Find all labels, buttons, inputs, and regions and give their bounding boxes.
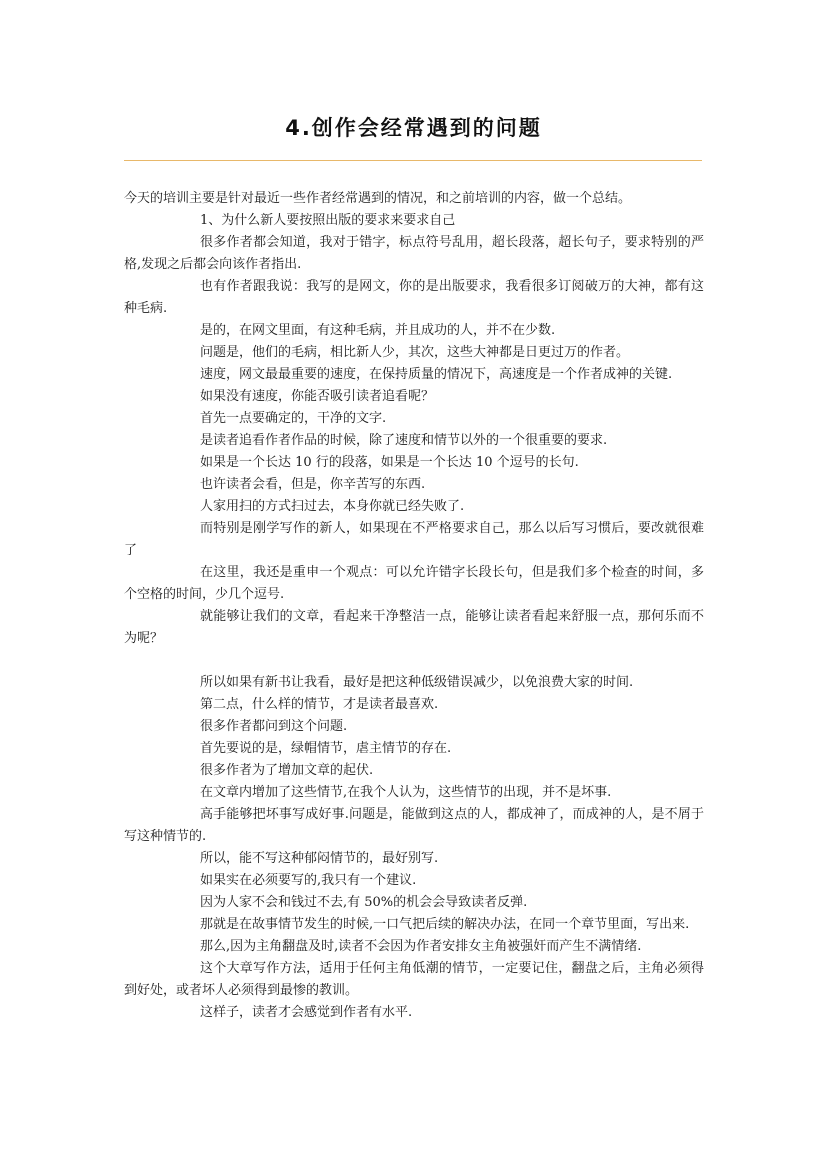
paragraph: 首先要说的是，绿帽情节，虐主情节的存在. bbox=[200, 741, 452, 756]
paragraph: 如果没有速度，你能否吸引读者追看呢？ bbox=[200, 389, 435, 404]
paragraph: 很多作者都会知道，我对于错字，标点符号乱用，超长段落，超长句子，要求特别的严格,发现之后都会向该作者指出. bbox=[124, 235, 704, 272]
paragraph: 也许读者会看，但是，你辛苦写的东西. bbox=[200, 477, 426, 492]
document-title: 4.创作会经常遇到的问题 bbox=[285, 116, 542, 140]
title-divider bbox=[124, 160, 702, 161]
paragraph: 首先一点要确定的，干净的文字. bbox=[200, 411, 387, 426]
paragraph: 那就是在故事情节发生的时候,一口气把后续的解决办法，在同一个章节里面，写出来. bbox=[200, 917, 690, 932]
paragraph: 很多作者为了增加文章的起伏. bbox=[200, 763, 374, 778]
paragraph: 今天的培训主要是针对最近一些作者经常遇到的情况，和之前培训的内容，做一个总结。 bbox=[124, 191, 632, 206]
paragraph: 所以如果有新书让我看，最好是把这种低级错误减少，以免浪费大家的时间. bbox=[200, 675, 634, 690]
paragraph: 是读者追看作者作品的时候，除了速度和情节以外的一个很重要的要求. bbox=[200, 433, 608, 448]
paragraph: 因为人家不会和钱过不去,有 50%的机会会导致读者反弹. bbox=[200, 895, 528, 910]
paragraph: 第二点，什么样的情节，才是读者最喜欢. bbox=[200, 697, 439, 712]
paragraph: 那么,因为主角翻盘及时,读者不会因为作者安排女主角被强奸而产生不满情绪. bbox=[200, 939, 642, 954]
paragraph: 如果是一个长达 10 行的段落，如果是一个长达 10 个逗号的长句. bbox=[200, 455, 579, 470]
paragraph: 如果实在必须要写的,我只有一个建议. bbox=[200, 873, 417, 888]
document-body bbox=[124, 188, 704, 1024]
paragraph: 也有作者跟我说：我写的是网文，你的是出版要求，我看很多订阅破万的大神，都有这种毛病. bbox=[124, 279, 704, 316]
paragraph: 1、为什么新人要按照出版的要求来要求自己 bbox=[200, 213, 456, 228]
paragraph: 人家用扫的方式扫过去，本身你就已经失败了. bbox=[200, 499, 465, 514]
paragraph: 这个大章写作方法，适用于任何主角低潮的情节，一定要记住，翻盘之后，主角必须得到好处，或者坏人必须得到最惨的教训。 bbox=[124, 961, 704, 998]
blank-line bbox=[124, 650, 704, 672]
paragraph: 这样子，读者才会感觉到作者有水平. bbox=[200, 1005, 413, 1020]
paragraph: 速度，网文最最重要的速度，在保持质量的情况下，高速度是一个作者成神的关键. bbox=[200, 367, 673, 382]
paragraph: 问题是，他们的毛病，相比新人少，其次，这些大神都是日更过万的作者。 bbox=[200, 345, 630, 360]
paragraph: 在文章内增加了这些情节,在我个人认为，这些情节的出现，并不是坏事. bbox=[200, 785, 612, 800]
paragraph: 就能够让我们的文章，看起来干净整洁一点，能够让读者看起来舒服一点，那何乐而不为呢？ bbox=[124, 609, 704, 646]
paragraph: 高手能够把坏事写成好事.问题是，能做到这点的人，都成神了，而成神的人，是不屑于写这种情节的. bbox=[124, 807, 704, 844]
paragraph: 所以，能不写这种郁闷情节的，最好别写. bbox=[200, 851, 439, 866]
paragraph: 在这里，我还是重申一个观点：可以允许错字长段长句，但是我们多个检查的时间，多个空格的时间，少几个逗号. bbox=[124, 565, 704, 602]
paragraph: 是的，在网文里面，有这种毛病，并且成功的人，并不在少数. bbox=[200, 323, 556, 338]
paragraph: 很多作者都问到这个问题. bbox=[200, 719, 348, 734]
paragraph: 而特别是刚学写作的新人，如果现在不严格要求自己，那么以后写习惯后，要改就很难了 bbox=[124, 521, 704, 558]
